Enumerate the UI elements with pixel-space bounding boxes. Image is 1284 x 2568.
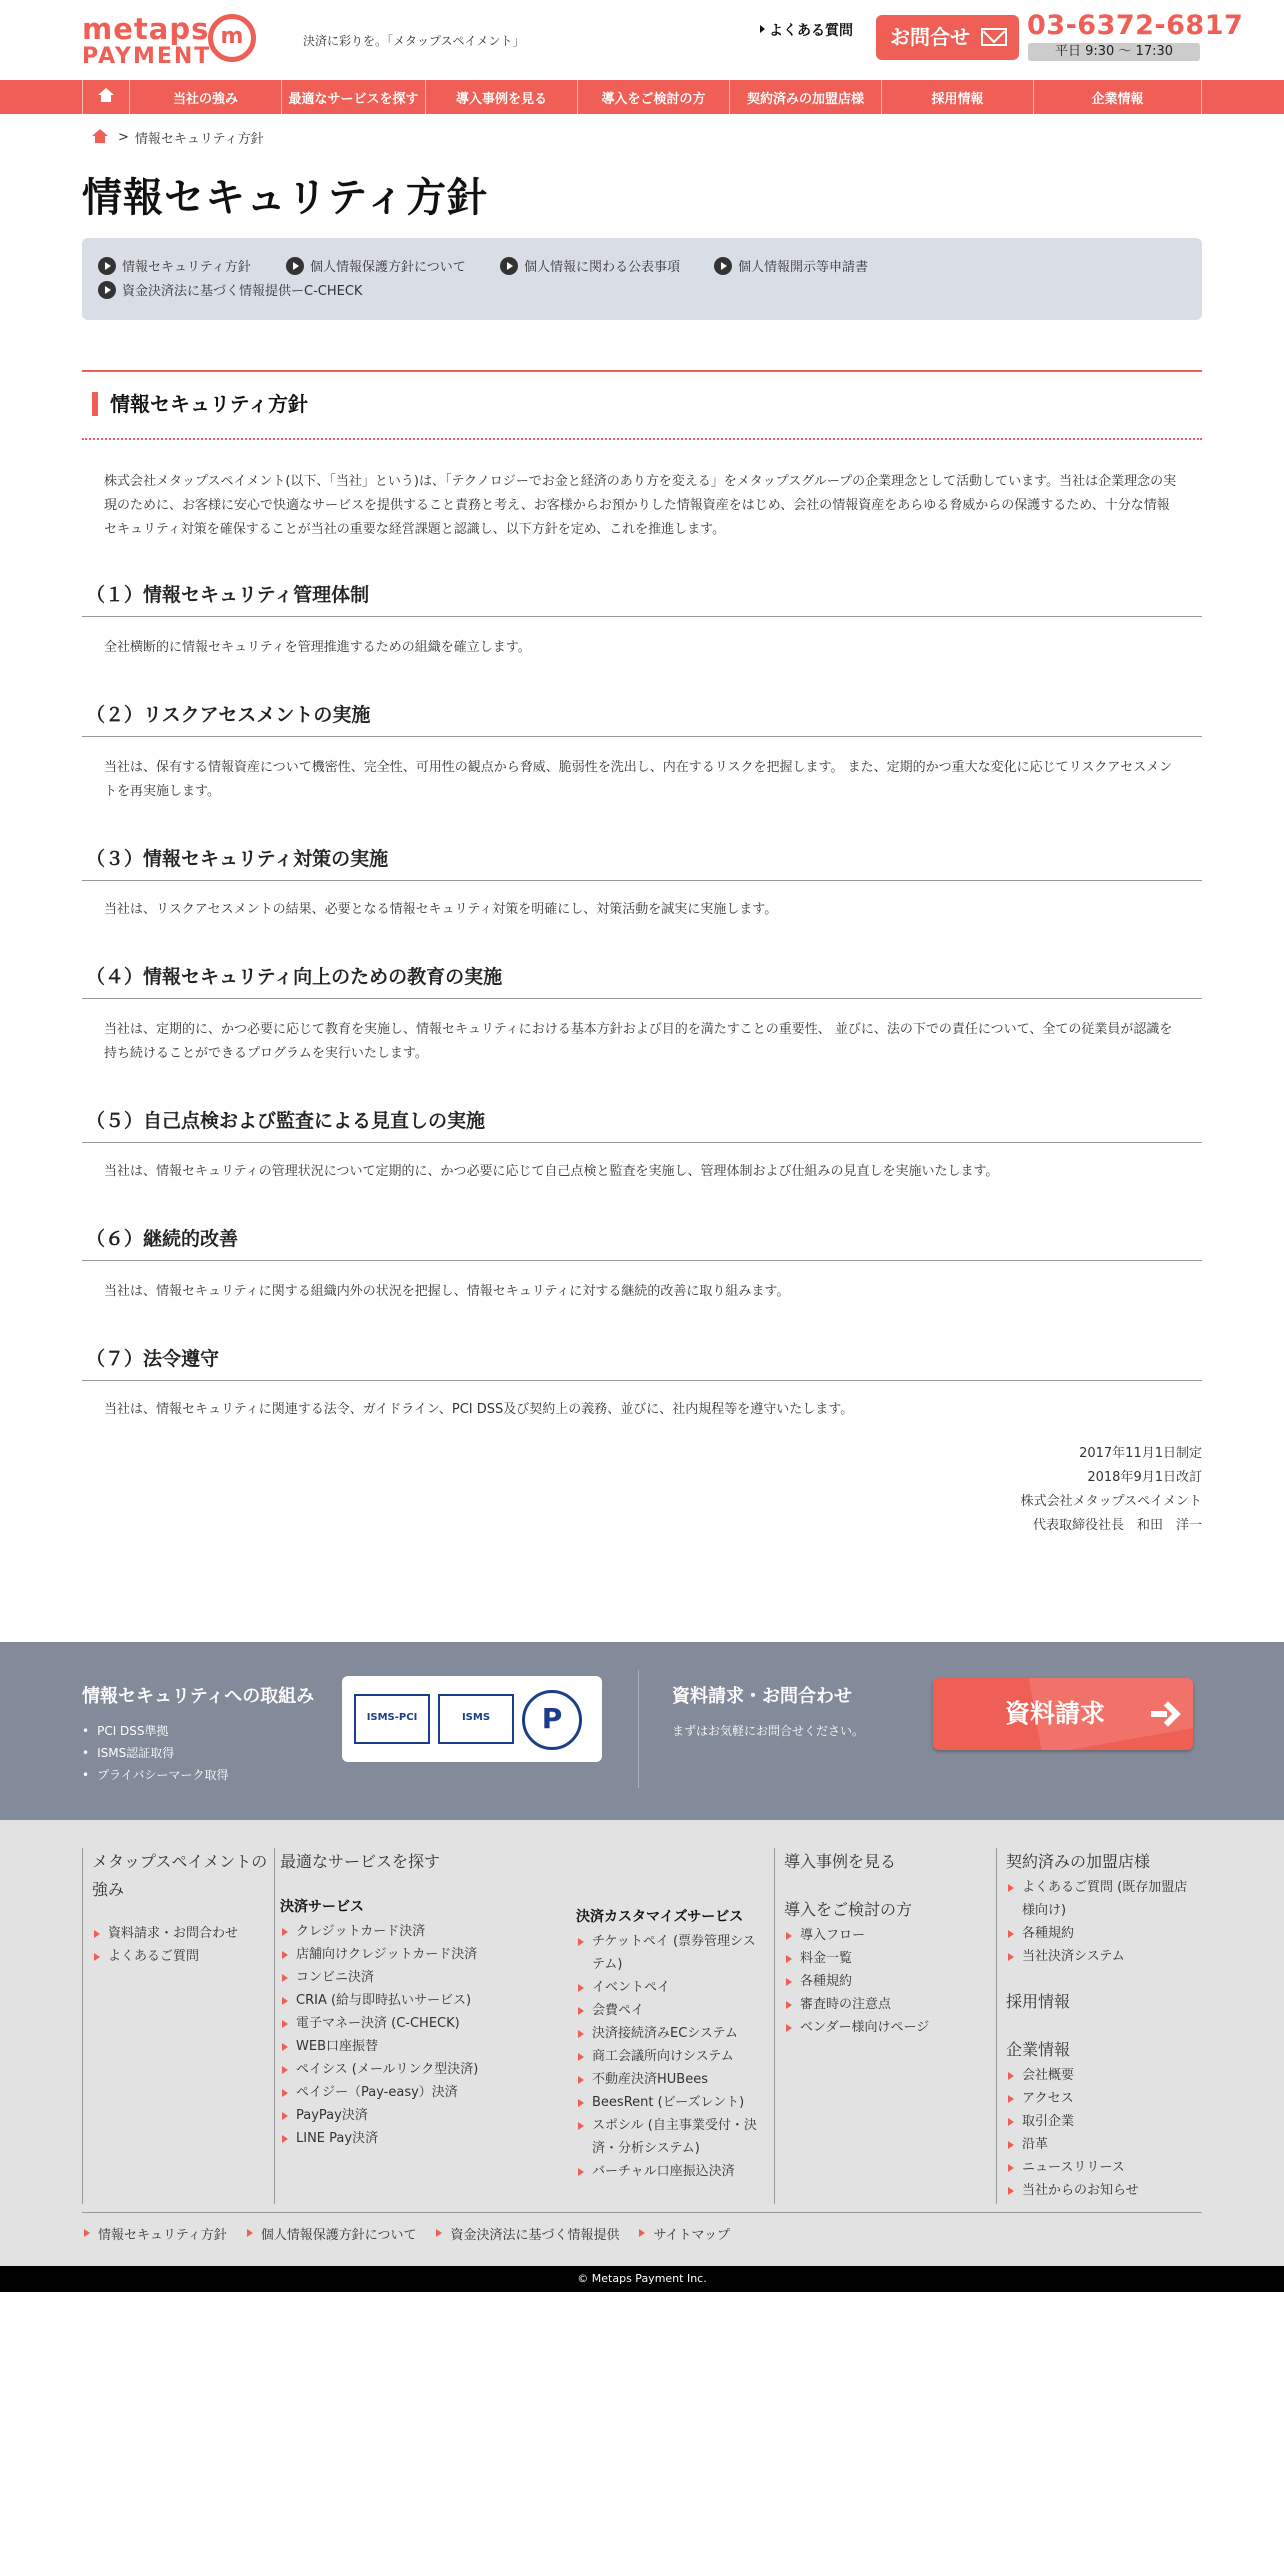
contact-button[interactable] [876,15,1019,60]
security-efforts-list [82,1720,228,1786]
breadcrumb-separator: > [118,130,129,145]
footer-link[interactable]: 当社からのお知らせ [1006,2179,1196,2202]
footer-link[interactable]: よくあるご質問 (既存加盟店様向け) [1006,1876,1196,1922]
copyright: © Metaps Payment Inc. [0,2266,1284,2292]
footer-column-rule [274,1848,275,2204]
isms-pci-cert-logo: ISMS-PCI [354,1694,430,1744]
privacy-mark-logo: P [522,1690,582,1750]
policy-rule [82,1260,1202,1261]
footer-column-rule [774,1848,775,2204]
footer-heading-recruit[interactable]: 採用情報 [1006,1992,1071,2011]
nav-home[interactable] [82,80,130,114]
security-efforts-title: 情報セキュリティへの取組み [82,1686,315,1707]
subnav-box [82,238,1202,320]
policy-rule [82,880,1202,881]
footer-link[interactable]: WEB口座振替 [280,2035,570,2058]
nav-item-cases[interactable]: 導入事例を見る [426,80,578,114]
nav-item-strengths[interactable]: 当社の強み [130,80,282,114]
policy-body-6: 当社は、情報セキュリティに関する組織内外の状況を把握し、情報セキュリティに対する継続的改善に取り組みます。 [104,1284,790,1299]
list-item: • PCI DSS準拠 [82,1720,228,1742]
home-icon [98,90,114,104]
subnav-label: 資金決済法に基づく情報提供ーC-CHECK [122,284,363,299]
logo-subtext: PAYMENT [82,44,212,69]
footer-col-introduction [784,1848,984,2204]
footer-bottom-link-security[interactable]: 情報セキュリティ方針 [82,2224,227,2243]
policy-body-3: 当社は、リスクアセスメントの結果、必要となる情報セキュリティ対策を明確にし、対策活動を誠実に実施します。 [104,902,778,917]
footer-heading-services[interactable]: 最適なサービスを探す [280,1852,441,1871]
triangle-right-icon [760,25,765,33]
breadcrumb-home-icon[interactable] [92,131,108,145]
subnav-label: 情報セキュリティ方針 [122,260,251,275]
play-circle-icon [500,257,518,275]
footer-link[interactable]: クレジットカード決済 [280,1920,570,1943]
footer-heading-cases[interactable]: 導入事例を見る [784,1852,897,1871]
footer-col-strengths [92,1848,272,2204]
footer-subheading-custom: 決済カスタマイズサービス [576,1909,744,1925]
certification-logos [342,1676,602,1762]
footer-link[interactable]: 沿革 [1006,2133,1196,2156]
footer-link[interactable]: 各種規約 [1006,1922,1196,1945]
footer-column-rule [996,1848,997,2204]
list-item: • ISMS認証取得 [82,1742,228,1764]
play-circle-icon [98,281,116,299]
policy-heading-2: （２）リスクアセスメントの実施 [86,704,371,726]
site-header [0,0,1284,80]
subnav-link-security-policy[interactable] [98,256,251,275]
faq-link[interactable] [760,20,853,40]
isms-cert-logo: ISMS [438,1694,514,1744]
request-materials-button[interactable] [933,1678,1193,1750]
list-item: • プライバシーマーク取得 [82,1764,228,1786]
page-title: 情報セキュリティ方針 [82,175,488,221]
logo-mark: m [208,14,256,62]
policy-rule [82,1142,1202,1143]
footer-link[interactable]: ベンダー様向けページ [784,2016,984,2039]
footer-link[interactable]: 不動産決済HUBees [576,2068,760,2091]
footer-link[interactable]: 会社概要 [1006,2064,1196,2087]
policy-heading-3: （３）情報セキュリティ対策の実施 [86,848,389,870]
policy-body-4: 当社は、定期的に、かつ必要に応じて教育を実施し、情報セキュリティにおける基本方針および目的を満たすことの重要性、 並びに、法の下での責任について、全ての従業員が認識を持ち続けることができるプログラムを実行いたします。 [104,1022,1173,1061]
intro-paragraph: 株式会社メタップスペイメント(以下、「当社」という)は、「テクノロジーでお金と経済のあり方を変える」をメタップスグループの企業理念として活動しています。当社は企業理念の実現のために、お客様に安心で快適なサービスを提供すること責務と考え、お客様からお預かりした情報資産をはじめ、会社の情報資産をあらゆる脅威からの保護するため、十分な情報セキュリティ対策を確保することが当社の重要な経営課題と認識し、以下方針を定め、これを推進します。 [104,474,1177,537]
logo-text: metaps [82,12,210,46]
footer-heading-strengths[interactable]: メタップスペイメントの強み [92,1852,268,1899]
footer-link[interactable]: BeesRent (ビーズレント) [576,2091,760,2114]
footer-heading-company[interactable]: 企業情報 [1006,2040,1071,2059]
footer-link[interactable]: LINE Pay決済 [280,2127,570,2150]
subnav-label: 個人情報に関わる公表事項 [524,260,681,275]
footer-link[interactable]: スポシル (自主事業受付・決済・分析システム) [576,2114,760,2160]
footer-bottom-link-privacy[interactable]: 個人情報保護方針について [245,2224,417,2243]
request-button-label: 資料請求 [1005,1699,1106,1728]
section-dotted-rule [82,438,1202,440]
footer-link[interactable]: CRIA (給与即時払いサービス) [280,1989,570,2012]
footer-link[interactable]: ペイシス (メールリンク型決済) [280,2058,570,2081]
footer-heading-merchants[interactable]: 契約済みの加盟店様 [1006,1852,1151,1871]
section-title: 情報セキュリティ方針 [92,392,308,416]
footer-link[interactable]: 商工会議所向けシステム [576,2045,760,2068]
policy-body-7: 当社は、情報セキュリティに関連する法令、ガイドライン、PCI DSS及び契約上の義務、並びに、社内規程等を遵守いたします。 [104,1402,854,1417]
footer-link[interactable]: ニュースリリース [1006,2156,1196,2179]
footer-link[interactable]: 会費ペイ [576,1999,760,2022]
subnav-link-disclosure-form[interactable] [714,256,868,275]
contact-label: お問合せ [890,25,970,49]
nav-item-consider[interactable]: 導入をご検討の方 [578,80,730,114]
revised-date: 2018年9月1日改訂 [1087,1470,1202,1485]
band-divider [638,1670,639,1788]
policy-rule [82,1380,1202,1381]
company-name: 株式会社メタップスペイメント [1020,1494,1202,1509]
arrow-right-icon [1151,1703,1173,1725]
footer-bottom-links [82,2224,748,2243]
policy-rule [82,616,1202,617]
subnav-label: 個人情報保護方針について [310,260,466,275]
subnav-link-public-matters[interactable] [500,256,680,275]
policy-heading-4: （４）情報セキュリティ向上のための教育の実施 [86,966,503,988]
tagline: 決済に彩りを。「メタップスペイメント」 [303,34,525,48]
established-date: 2017年11月1日制定 [1079,1446,1202,1461]
footer-link[interactable]: 決済接続済みECシステム [576,2022,760,2045]
policy-heading-5: （５）自己点検および監査による見直しの実施 [86,1110,486,1132]
footer-link[interactable]: チケットペイ (票券管理システム) [576,1930,760,1976]
policy-body-2: 当社は、保有する情報資産について機密性、完全性、可用性の観点から脅威、脆弱性を洗出し、内在するリスクを把握します。 また、定期的かつ重大な変化に応じてリスクアセスメントを再実施します。 [104,760,1173,799]
footer-column-rule [82,1848,83,2204]
policy-heading-1: （１）情報セキュリティ管理体制 [86,584,370,606]
signature-block [1021,1442,1202,1538]
footer-heading-consider[interactable]: 導入をご検討の方 [784,1900,913,1919]
footer-col-services [280,1848,570,2204]
metaps-payment-logo[interactable] [82,12,257,68]
request-title: 資料請求・お問合わせ [672,1686,852,1707]
footer-link[interactable]: ペイジー（Pay-easy）決済 [280,2081,570,2104]
footer-link[interactable]: イベントペイ [576,1976,760,1999]
global-nav [0,80,1284,114]
footer-link[interactable]: 電子マネー決済 (C-CHECK) [280,2012,570,2035]
footer-link[interactable]: 導入フロー [784,1924,984,1947]
play-circle-icon [714,257,732,275]
footer-link[interactable]: 料金一覧 [784,1947,984,1970]
footer-col-custom-services [576,1896,760,2252]
request-subtext: まずはお気軽にお問合せください。 [672,1724,865,1738]
footer-link[interactable]: 審査時の注意点 [784,1993,984,2016]
play-circle-icon [286,257,304,275]
policy-body-1: 全社横断的に情報セキュリティを管理推進するための組織を確立します。 [104,640,531,655]
breadcrumb [92,128,264,147]
envelope-icon [981,28,1007,46]
nav-item-services[interactable]: 最適なサービスを探す [282,80,426,114]
footer-bottom-link-c-check[interactable]: 資金決済法に基づく情報提供 [434,2224,619,2243]
play-circle-icon [98,257,116,275]
footer-link[interactable]: PayPay決済 [280,2104,570,2127]
policy-body-5: 当社は、情報セキュリティの管理状況について定期的に、かつ必要に応じて自己点検と監査を実施し、管理体制および仕組みの見直しを実施いたします。 [104,1164,999,1179]
footer-link[interactable]: 各種規約 [784,1970,984,1993]
subnav-link-privacy-policy[interactable] [286,256,466,275]
policy-rule [82,998,1202,999]
breadcrumb-current: 情報セキュリティ方針 [134,132,264,147]
footer-bottom-rule [82,2212,1202,2213]
nav-item-company[interactable]: 企業情報 [1034,80,1202,114]
footer-link[interactable]: 取引企業 [1006,2110,1196,2133]
footer-subheading-payment: 決済サービス [280,1899,364,1915]
footer-link[interactable]: バーチャル口座振込決済 [576,2160,760,2183]
nav-item-recruit[interactable]: 採用情報 [882,80,1034,114]
policy-heading-6: （６）継続的改善 [86,1228,239,1250]
subnav-link-c-check[interactable] [98,280,362,299]
footer-link[interactable]: 当社決済システム [1006,1945,1196,1968]
footer-col-merchants [1006,1848,1196,2204]
phone-number: 03-6372-6817 [1027,10,1244,41]
footer-link[interactable]: 店舗向けクレジットカード決済 [280,1943,570,1966]
policy-heading-7: （７）法令遵守 [86,1348,220,1370]
faq-label: よくある質問 [769,23,853,39]
footer-bottom-link-sitemap[interactable]: サイトマップ [637,2224,730,2243]
business-hours: 平日 9:30 〜 17:30 [1028,43,1200,61]
subnav-label: 個人情報開示等申請書 [738,260,869,275]
footer-link[interactable]: 資料請求・お問合わせ [92,1922,272,1945]
policy-rule [82,736,1202,737]
footer-link[interactable]: よくあるご質問 [92,1945,272,1968]
footer-link[interactable]: コンビニ決済 [280,1966,570,1989]
ceo-name: 代表取締役社長 和田 洋一 [1032,1518,1202,1533]
nav-item-merchants[interactable]: 契約済みの加盟店様 [730,80,882,114]
section-divider [82,370,1202,372]
footer-link[interactable]: アクセス [1006,2087,1196,2110]
